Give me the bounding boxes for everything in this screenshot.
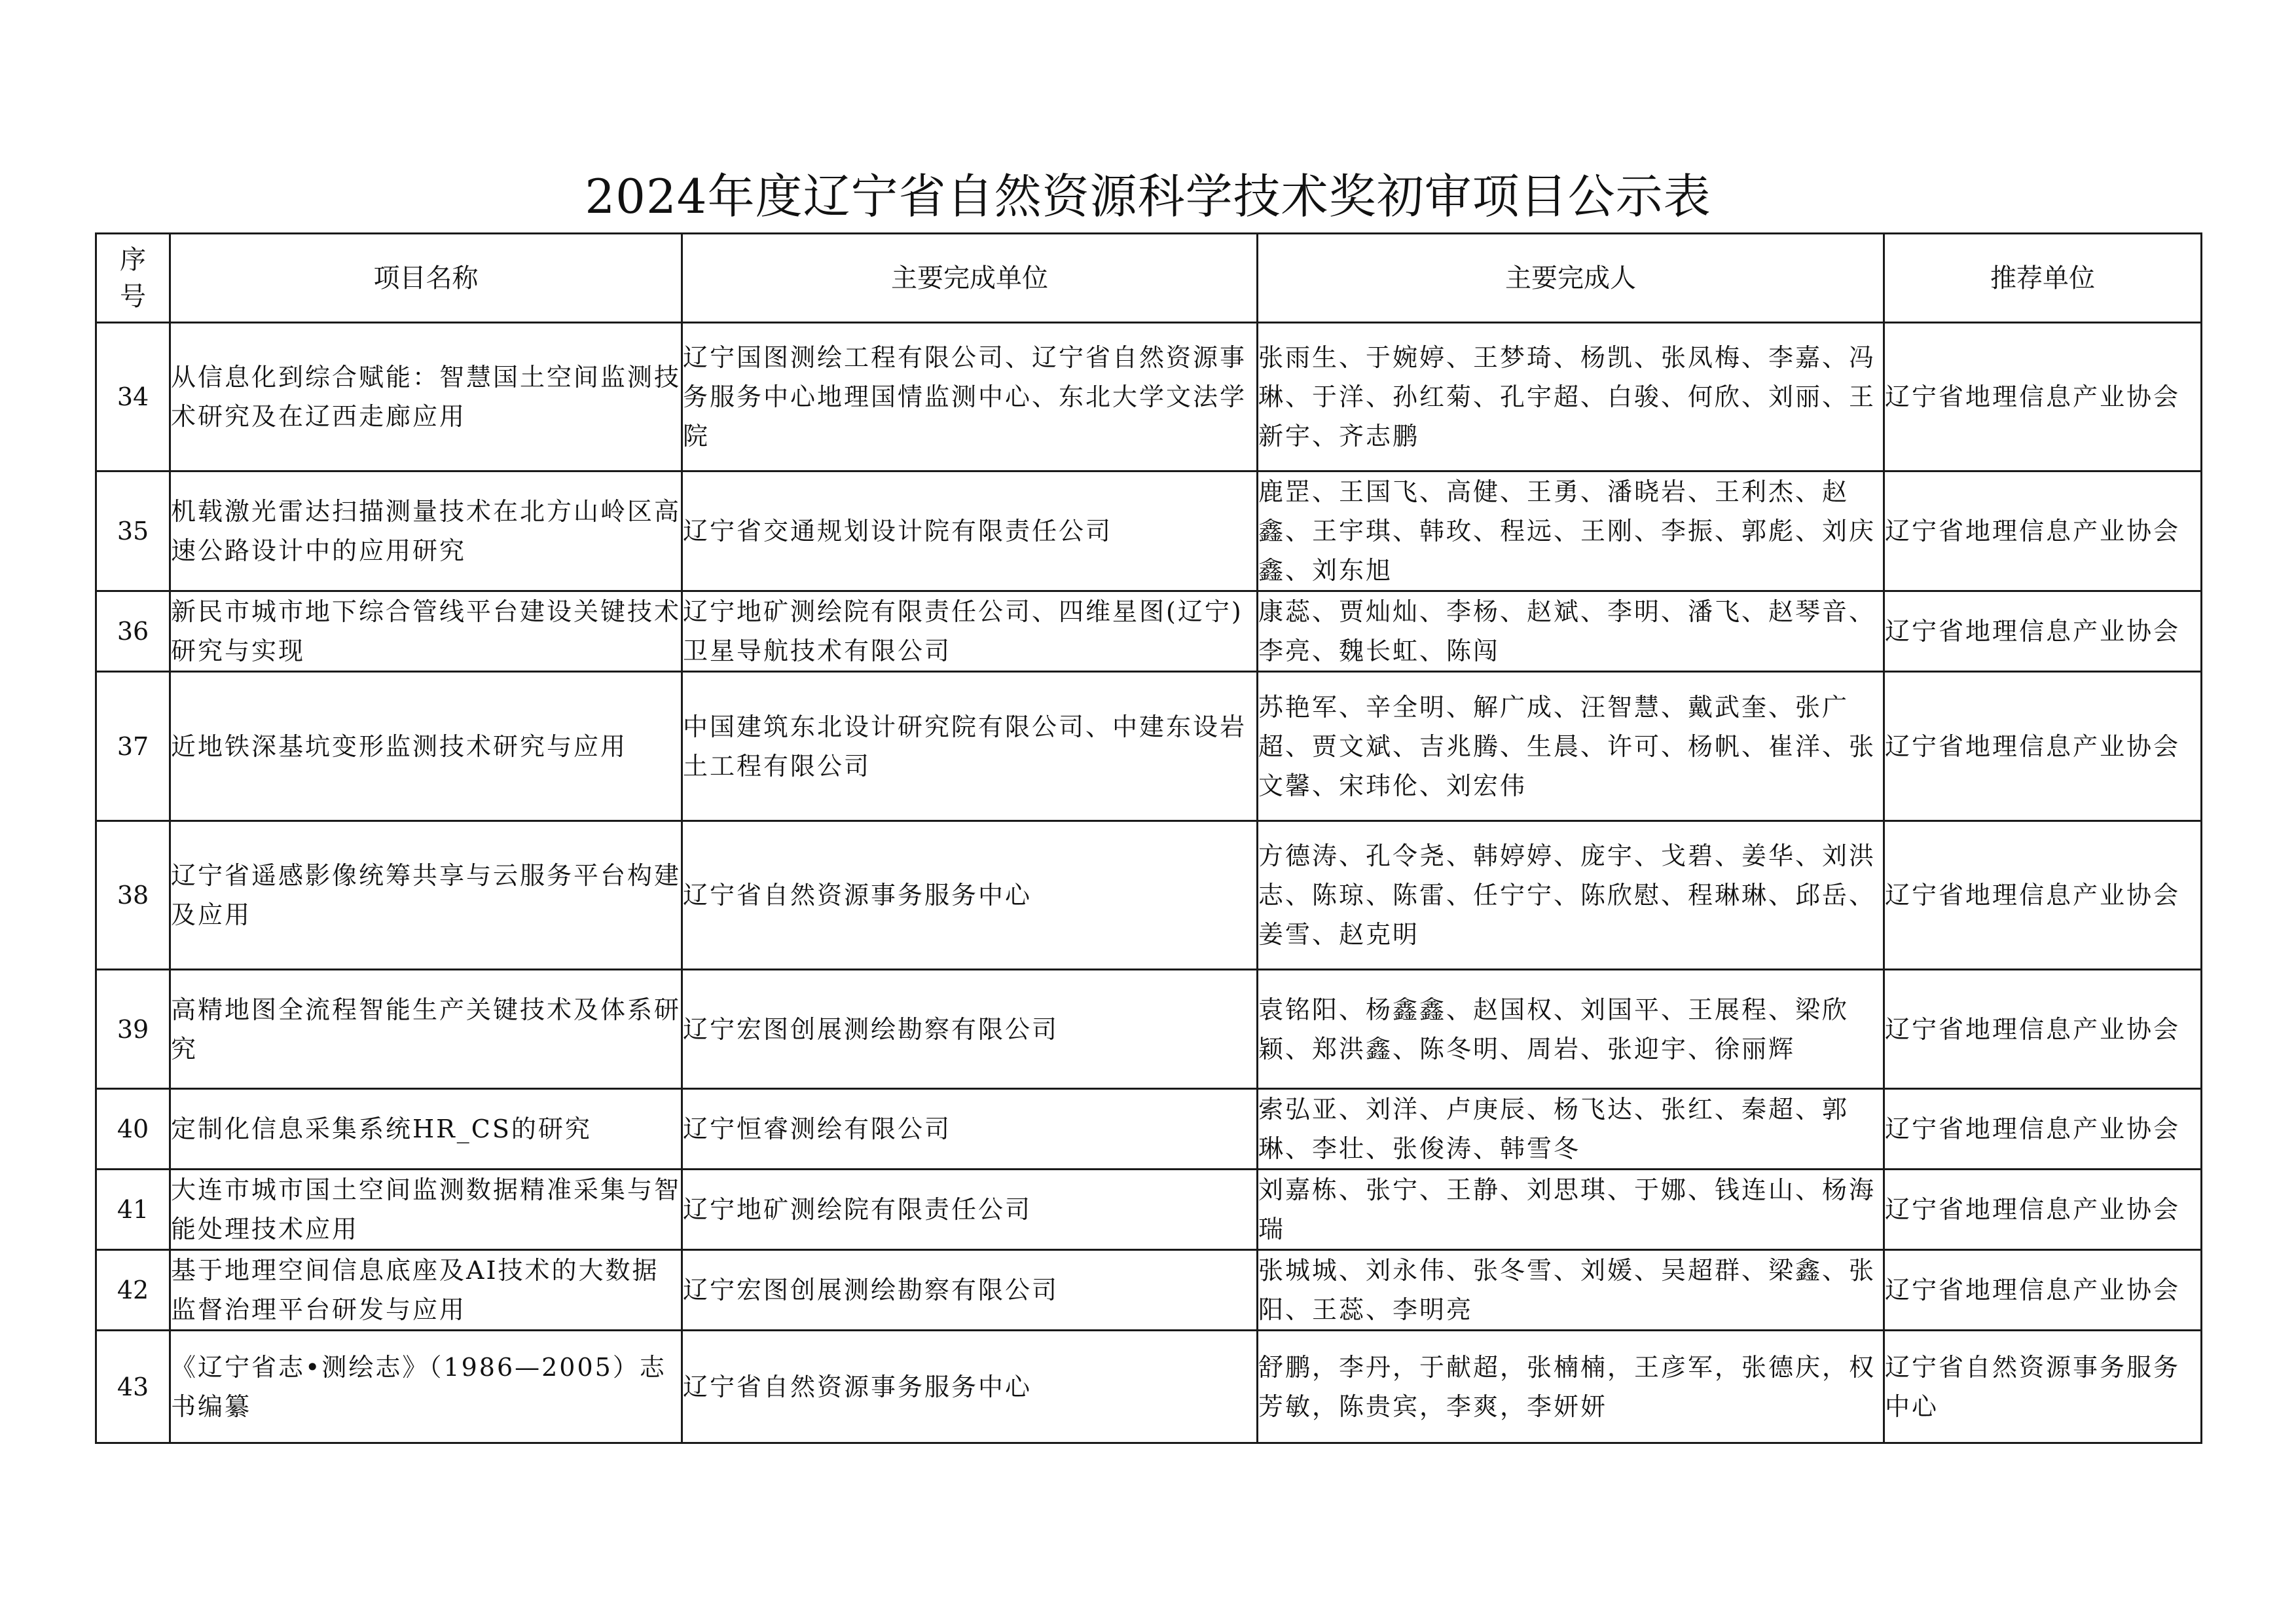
cell-seq: 34 [96,323,170,471]
table-row [96,471,2202,591]
cell-seq: 40 [96,1089,170,1170]
cell-main-persons: 张城城、刘永伟、张冬雪、刘媛、吴超群、梁鑫、张阳、王蕊、李明亮 [1258,1250,1884,1331]
table-row [96,821,2202,970]
table-header-row [96,234,2202,323]
cell-main-persons: 鹿罡、王国飞、高健、王勇、潘晓岩、王利杰、赵鑫、王宇琪、韩玫、程远、王刚、李振、郭彪、刘庆鑫、刘东旭 [1258,471,1884,591]
cell-seq: 41 [96,1170,170,1250]
cell-main-units: 辽宁省交通规划设计院有限责任公司 [682,471,1258,591]
cell-project-name: 高精地图全流程智能生产关键技术及体系研究 [170,970,682,1089]
cell-main-units: 辽宁地矿测绘院有限责任公司、四维星图(辽宁)卫星导航技术有限公司 [682,591,1258,672]
cell-project-name: 机载激光雷达扫描测量技术在北方山岭区高速公路设计中的应用研究 [170,471,682,591]
cell-project-name: 《辽宁省志•测绘志》（1986—2005）志书编纂 [170,1331,682,1443]
cell-main-units: 辽宁宏图创展测绘勘察有限公司 [682,970,1258,1089]
cell-project-name: 从信息化到综合赋能：智慧国土空间监测技术研究及在辽西走廊应用 [170,323,682,471]
cell-seq: 43 [96,1331,170,1443]
header-main-units: 主要完成单位 [682,234,1258,323]
cell-main-units: 辽宁省自然资源事务服务中心 [682,821,1258,970]
cell-main-units: 中国建筑东北设计研究院有限公司、中建东设岩土工程有限公司 [682,672,1258,821]
cell-seq: 42 [96,1250,170,1331]
cell-recommending-unit: 辽宁省地理信息产业协会 [1884,970,2202,1089]
cell-seq: 38 [96,821,170,970]
cell-main-persons: 舒鹏，李丹，于献超，张楠楠，王彦军，张德庆，权芳敏，陈贵宾，李爽，李妍妍 [1258,1331,1884,1443]
table-row [96,970,2202,1089]
table-row [96,672,2202,821]
header-seq: 序号 [96,234,170,323]
cell-project-name: 辽宁省遥感影像统筹共享与云服务平台构建及应用 [170,821,682,970]
table-row [96,1089,2202,1170]
cell-recommending-unit: 辽宁省地理信息产业协会 [1884,821,2202,970]
cell-main-persons: 方德涛、孔令尧、韩婷婷、庞宇、戈碧、姜华、刘洪志、陈琼、陈雷、任宁宁、陈欣慰、程琳琳、邱岳、姜雪、赵克明 [1258,821,1884,970]
cell-recommending-unit: 辽宁省地理信息产业协会 [1884,1089,2202,1170]
cell-main-persons: 索弘亚、刘洋、卢庚辰、杨飞达、张红、秦超、郭琳、李壮、张俊涛、韩雪冬 [1258,1089,1884,1170]
table-row [96,591,2202,672]
cell-recommending-unit: 辽宁省地理信息产业协会 [1884,471,2202,591]
cell-project-name: 新民市城市地下综合管线平台建设关键技术研究与实现 [170,591,682,672]
cell-seq: 35 [96,471,170,591]
cell-main-units: 辽宁恒睿测绘有限公司 [682,1089,1258,1170]
header-project-name: 项目名称 [170,234,682,323]
table-row [96,1170,2202,1250]
cell-main-persons: 康蕊、贾灿灿、李杨、赵斌、李明、潘飞、赵琴音、李亮、魏长虹、陈闯 [1258,591,1884,672]
table-row [96,323,2202,471]
cell-recommending-unit: 辽宁省地理信息产业协会 [1884,672,2202,821]
cell-main-units: 辽宁省自然资源事务服务中心 [682,1331,1258,1443]
cell-recommending-unit: 辽宁省地理信息产业协会 [1884,1170,2202,1250]
cell-project-name: 大连市城市国土空间监测数据精准采集与智能处理技术应用 [170,1170,682,1250]
cell-main-units: 辽宁国图测绘工程有限公司、辽宁省自然资源事务服务中心地理国情监测中心、东北大学文法学院 [682,323,1258,471]
cell-project-name: 基于地理空间信息底座及AI技术的大数据监督治理平台研发与应用 [170,1250,682,1331]
cell-project-name: 定制化信息采集系统HR_CS的研究 [170,1089,682,1170]
cell-main-persons: 刘嘉栋、张宁、王静、刘思琪、于娜、钱连山、杨海瑞 [1258,1170,1884,1250]
cell-project-name: 近地铁深基坑变形监测技术研究与应用 [170,672,682,821]
cell-recommending-unit: 辽宁省自然资源事务服务中心 [1884,1331,2202,1443]
cell-seq: 37 [96,672,170,821]
cell-seq: 39 [96,970,170,1089]
header-recommending-unit: 推荐单位 [1884,234,2202,323]
document-title: 2024年度辽宁省自然资源科学技术奖初审项目公示表 [585,169,1711,224]
cell-recommending-unit: 辽宁省地理信息产业协会 [1884,591,2202,672]
table-row [96,1331,2202,1443]
cell-recommending-unit: 辽宁省地理信息产业协会 [1884,1250,2202,1331]
table-row [96,1250,2202,1331]
cell-main-units: 辽宁地矿测绘院有限责任公司 [682,1170,1258,1250]
cell-seq: 36 [96,591,170,672]
header-main-persons: 主要完成人 [1258,234,1884,323]
cell-main-persons: 张雨生、于婉婷、王梦琦、杨凯、张凤梅、李嘉、冯琳、于洋、孙红菊、孔宇超、白骏、何欣、刘丽、王新宇、齐志鹏 [1258,323,1884,471]
project-table [95,232,2202,1444]
cell-main-units: 辽宁宏图创展测绘勘察有限公司 [682,1250,1258,1331]
cell-main-persons: 袁铭阳、杨鑫鑫、赵国权、刘国平、王展程、梁欣颖、郑洪鑫、陈冬明、周岩、张迎宇、徐丽辉 [1258,970,1884,1089]
cell-main-persons: 苏艳军、辛全明、解广成、汪智慧、戴武奎、张广超、贾文斌、吉兆腾、生晨、许可、杨帆、崔洋、张文馨、宋玮伦、刘宏伟 [1258,672,1884,821]
cell-recommending-unit: 辽宁省地理信息产业协会 [1884,323,2202,471]
